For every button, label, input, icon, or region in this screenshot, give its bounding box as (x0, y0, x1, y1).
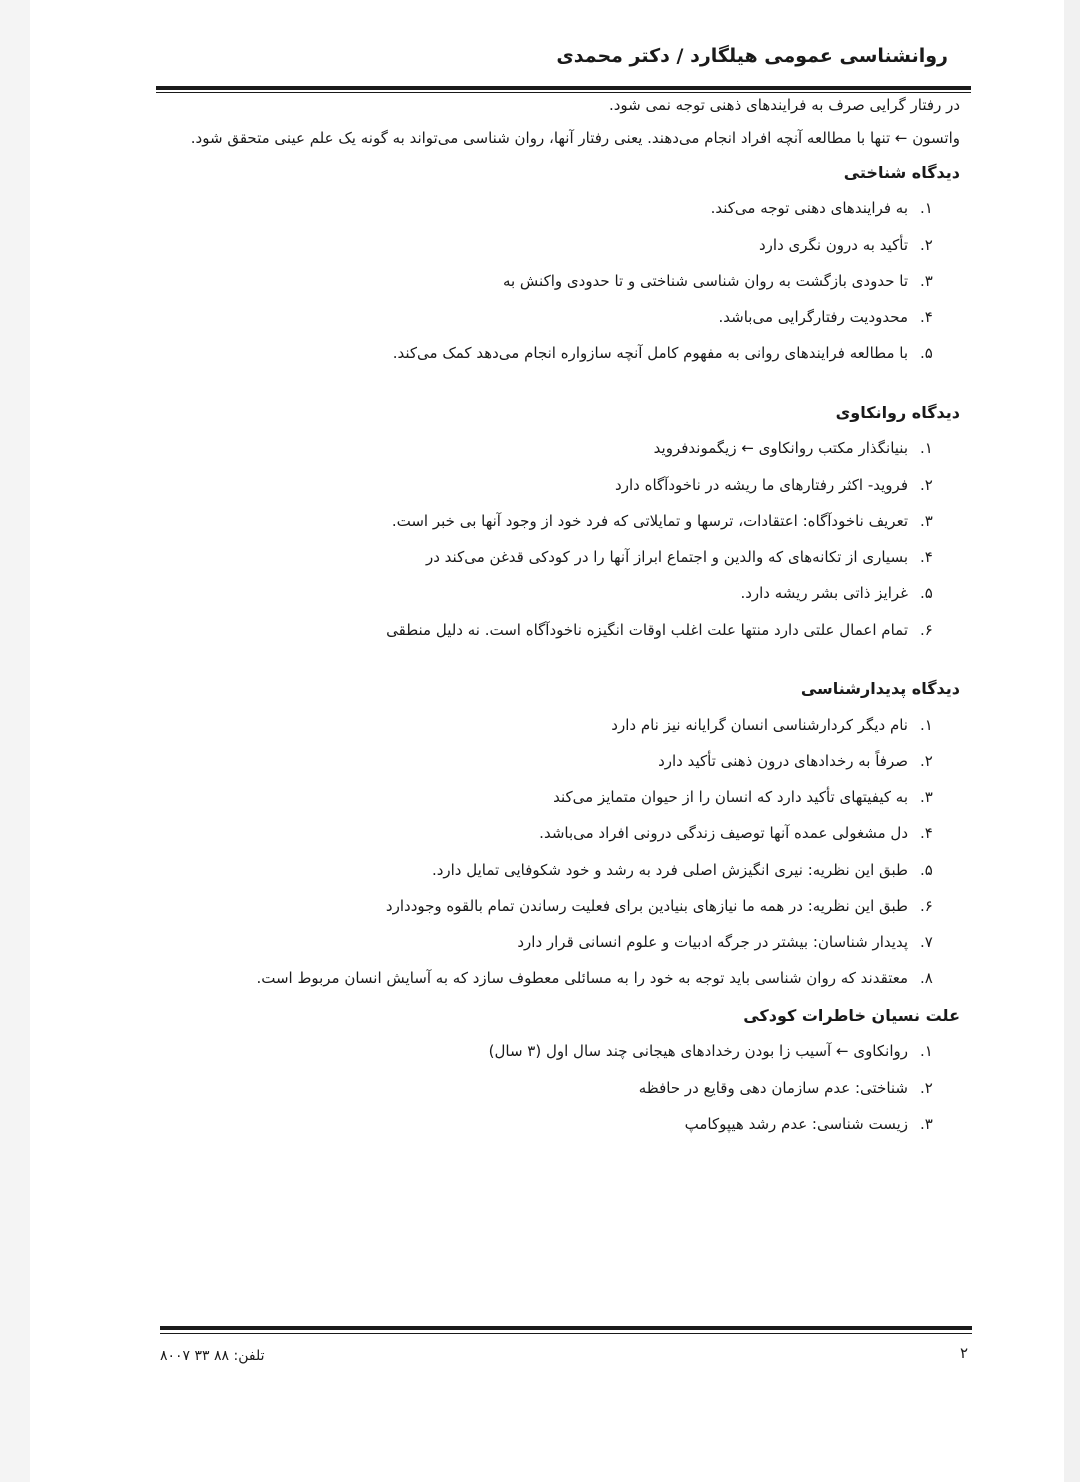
list-item: ۴. محدودیت رفتارگرایی می‌باشد. (718, 308, 933, 327)
page-edge-right (1064, 0, 1080, 1482)
list-item: ۸. معتقدند که روان شناسی باید توجه به خود را به مسائلی معطوف سازد که به آسایش انسان مربوط است. (256, 969, 933, 988)
list-item: ۱. نام دیگر کردارشناسی انسان گرایانه نیز نام دارد (611, 715, 933, 734)
list-item: ۶. تمام اعمال علتی دارد منتها علت اغلب اوقات انگیزه ناخودآگاه است. نه دلیل منطقی (386, 620, 933, 639)
list-item: ۱. روانکاوی ← آسیب زا بودن رخدادهای هیجانی چند سال اول (۳ سال) (488, 1042, 933, 1061)
document-body (180, 94, 960, 1149)
page-number: ۲ (959, 1344, 968, 1362)
list-item: ۲. صرفاً به رخدادهای درون ذهنی تأکید دارد (658, 751, 933, 770)
list-item: ۷. پدیدار شناسان: بیشتر در جرگه ادبیات و علوم انسانی قرار دارد (517, 933, 933, 952)
list-item: ۲. فروید- اکثر رفتارهای ما ریشه در ناخودآگاه دارد (615, 475, 933, 494)
header-rule-thick (156, 86, 971, 90)
list-item: ۱. بنیانگذار مکتب روانکاوی ← زیگموندفروید (653, 439, 933, 458)
list-item: ۳. تعریف ناخودآگاه: اعتقادات، ترسها و تمایلاتی که فرد خود از وجود آنها بی خبر است. (391, 511, 933, 530)
list-item: ۵. طبق این نظریه: نیری انگیزش اصلی فرد به رشد و خود شکوفایی تمایل دارد. (431, 860, 933, 879)
intro-paragraph-1: در رفتار گرایی صرف به فرایندهای ذهنی توجه نمی شود. (608, 96, 960, 114)
list-item: ۶. طبق این نظریه: در همه ما نیازهای بنیادین برای فعلیت رساندن تمام بالقوه وجوددارد (385, 896, 933, 915)
list-item: ۳. تا حدودی بازگشت به روان شناسی شناختی و تا حدودی واکنش به (502, 271, 933, 290)
list-item: ۵. با مطالعه فرایندهای روانی به مفهوم کامل آنچه سازواره انجام می‌دهد کمک می‌کند. (392, 344, 933, 363)
list-item: ۳. به کیفیتهای تأکید دارد که انسان را از حیوان متمایز می‌کند (553, 788, 933, 807)
page-edge-left (0, 0, 30, 1482)
cognitive-list (180, 197, 960, 365)
list-item: ۴. بسیاری از تکانه‌های که والدین و اجتماع ابراز آنها را در کودکی قدغن می‌کند در (425, 548, 933, 567)
phenomenology-list (180, 714, 960, 991)
intro-paragraph-2: واتسون ← تنها با مطالعه آنچه افراد انجام می‌دهند. یعنی رفتار آنها، روان شناسی می‌تواند به گونه یک علم عینی متحقق شود. (190, 129, 960, 148)
section-title-phenomenology: دیدگاه پدیدارشناسی (800, 678, 960, 698)
list-item: ۲. تأکید به درون نگری دارد (758, 235, 933, 254)
footer-rule-thin (160, 1333, 972, 1334)
header-rule-thin (156, 92, 971, 93)
footer-phone: تلفن: ۸۸ ۳۳ ۸۰۰۷ (160, 1348, 265, 1364)
footer-rule-thick (160, 1326, 972, 1330)
section-title-childhood-amnesia: علت نسیان خاطرات کودکی (743, 1005, 960, 1025)
list-item: ۱. به فرایندهای دهنی توجه می‌کند. (710, 199, 933, 218)
list-item: ۴. دل مشغولی عمده آنها توصیف زندگی درونی افراد می‌باشد. (539, 824, 933, 843)
list-item: ۵. غرایز ذاتی بشر ریشه دارد. (740, 584, 933, 603)
section-title-psychoanalysis: دیدگاه روانکاوی (835, 402, 960, 422)
section-title-cognitive: دیدگاه شناختی (843, 162, 960, 182)
page-header-title: روانشناسی عمومی هیلگارد / دکتر محمدی (556, 45, 948, 67)
list-item: ۲. شناختی: عدم سازمان دهی وقایع در حافظه (638, 1078, 933, 1097)
list-item: ۳. زیست شناسی: عدم رشد هیپوکامپ (684, 1114, 933, 1133)
childhood-amnesia-list (180, 1040, 960, 1136)
psychoanalysis-list (180, 437, 960, 642)
